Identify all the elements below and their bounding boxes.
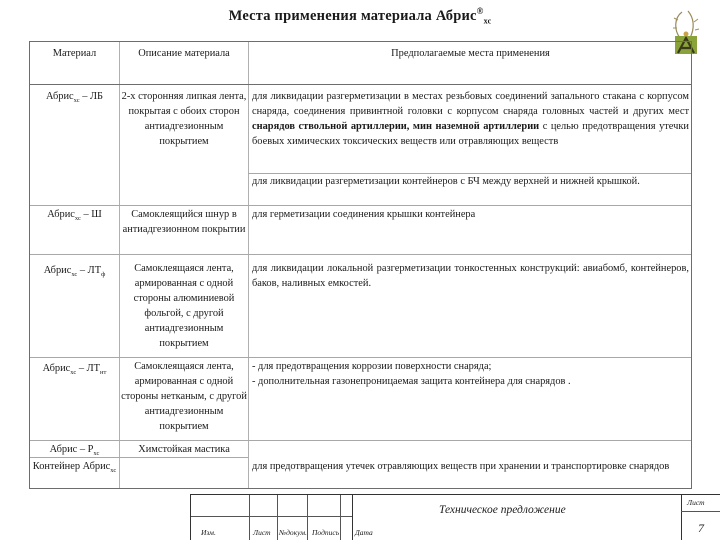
sheet-label: Лист	[687, 498, 705, 507]
stamp-col-signature: Подпись	[312, 528, 340, 537]
stamp-col-date: Дата	[355, 528, 373, 537]
sheet-number: 7	[698, 521, 704, 535]
material-cell: Контейнер Абрис$_{хс}$	[32, 461, 117, 475]
material-cell: Абрис – $Р_{хс}$	[49, 444, 100, 458]
header-usage: Предполагаемые места применения	[391, 48, 550, 59]
description-cell: Самоклеящаяся лента, армированная с одной стороны нетканым, с другой антиадгезионным покрытием	[121, 361, 247, 432]
header-material: Материал	[52, 48, 97, 59]
description-cell: Химстойкая мастика	[138, 444, 230, 455]
material-cell: Абрис$_{хс}$ – $ЛТ_ф$	[43, 265, 106, 279]
document-title: Техническое предложение	[439, 504, 566, 516]
stamp-col-doc-no: №докум.	[279, 528, 307, 537]
materials-table	[29, 41, 692, 489]
usage-cell: для ликвидации разгерметизации контейнеров с БЧ между верхней и нижней крышкой.	[252, 176, 640, 187]
stamp-col-sheet: Лист	[253, 528, 271, 537]
header-description: Описание материала	[138, 48, 230, 59]
usage-cell: для предотвращения утечек отравляющих веществ при хранении и транспортировке снарядов	[252, 461, 670, 472]
stamp-col-change: Изм.	[201, 528, 216, 537]
description-cell: Самоклеящаяся лента, армированная с одной стороны алюминиевой фольгой, с другой антиадгезионным покрытием	[133, 263, 235, 349]
description-cell: 2-х сторонняя липкая лента, покрытая с обоих сторон антиадгезионным покрытием	[121, 91, 247, 147]
material-cell: Абрис$_{хс}$ – $ЛТ_{нт}$	[42, 363, 107, 377]
description-cell: Самоклеящийся шнур в антиадгезионном покрытии	[122, 209, 246, 235]
usage-cell: для ликвидации разгерметизации в местах резьбовых соединений запального стакана с корпусом снаряда, соединения привинтной головки с корпусом снаряда головных частей и других мест снарядов ствольной артиллерии, мин наземной артиллерии с целью предотвращения утечки боевых химических токсических веществ или отравляющих веществ	[252, 91, 689, 147]
material-cell: Абрис$_{хс}$ – Ш	[47, 209, 102, 223]
page-title: Места применения материала Абрис®$_{хс}$	[228, 6, 492, 26]
usage-cell: для ликвидации локальной разгерметизации тонкостенных конструкций: авиабомб, контейнеров, баков, наливных емкостей.	[252, 263, 689, 289]
material-cell: Абрис$_{хс}$ – ЛБ	[46, 91, 103, 105]
usage-cell: для герметизации соединения крышки контейнера	[252, 209, 476, 220]
title-block-stamp	[190, 494, 720, 540]
usage-cell: - для предотвращения коррозии поверхности снаряда; - дополнительная газонепроницаемая защита контейнера для снарядов .	[252, 361, 571, 387]
